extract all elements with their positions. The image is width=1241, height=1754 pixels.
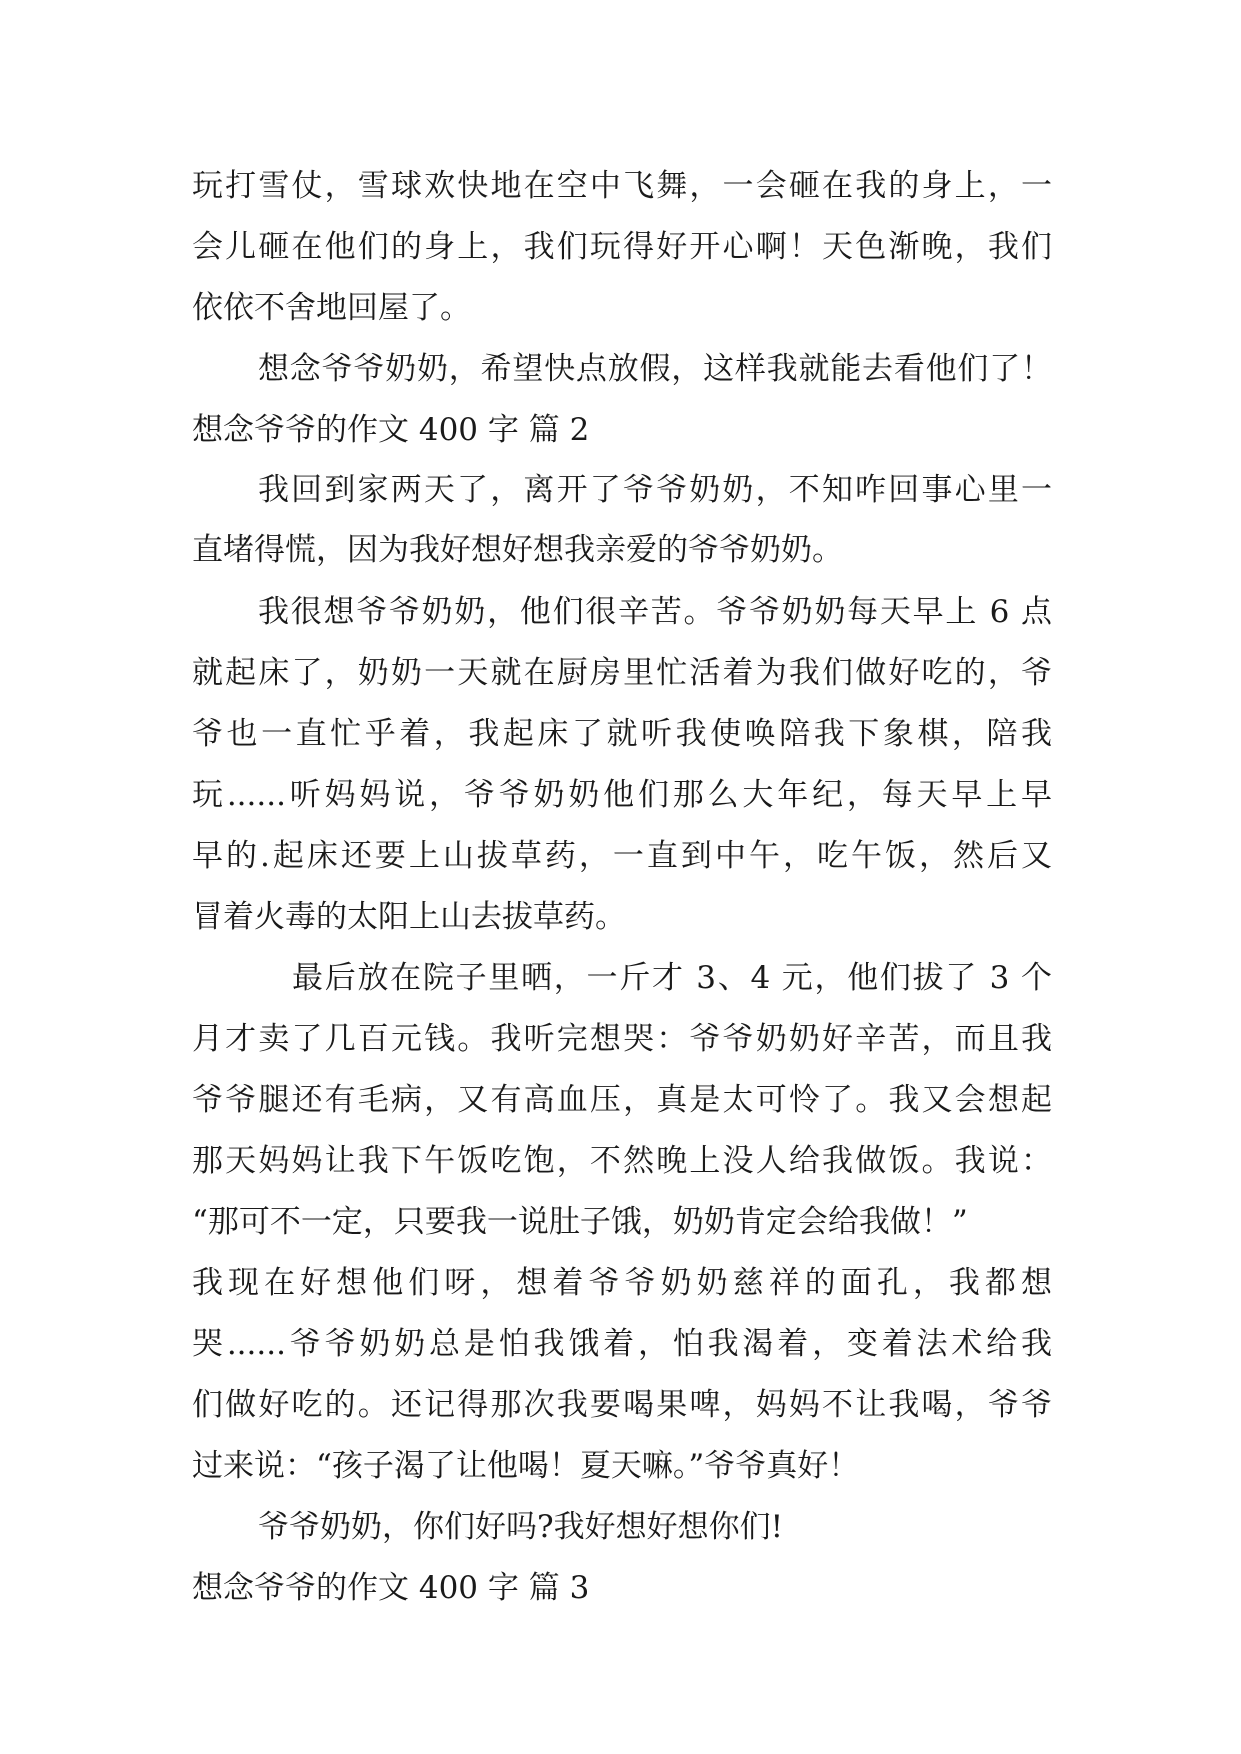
section-heading: 想念爷爷的作文 400 字 篇 3 bbox=[192, 1570, 590, 1606]
text-line: 我回到家两天了，离开了爷爷奶奶，不知咋回事心里一 bbox=[258, 472, 1052, 508]
section-heading: 想念爷爷的作文 400 字 篇 2 bbox=[192, 412, 590, 448]
text-line: 想念爷爷奶奶，希望快点放假，这样我就能去看他们了！ bbox=[258, 351, 1052, 387]
text-line: 我现在好想他们呀，想着爷爷奶奶慈祥的面孔，我都想 bbox=[192, 1265, 1052, 1301]
text-line: 最后放在院子里晒，一斤才 3、4 元，他们拔了 3 个 bbox=[292, 960, 1052, 996]
text-line: 爷也一直忙乎着，我起床了就听我使唤陪我下象棋，陪我 bbox=[192, 716, 1052, 752]
text-line: 们做好吃的。还记得那次我要喝果啤，妈妈不让我喝，爷爷 bbox=[192, 1387, 1052, 1423]
text-line: 依依不舍地回屋了。 bbox=[192, 290, 471, 326]
text-line: 爷爷奶奶，你们好吗?我好想好想你们! bbox=[258, 1509, 784, 1545]
text-line: 就起床了，奶奶一天就在厨房里忙活着为我们做好吃的，爷 bbox=[192, 655, 1052, 691]
text-line: 直堵得慌，因为我好想好想我亲爱的爷爷奶奶。 bbox=[192, 532, 843, 568]
text-line: 过来说：“孩子渴了让他喝！夏天嘛。”爷爷真好！ bbox=[192, 1448, 860, 1484]
text-line: 冒着火毒的太阳上山去拔草药。 bbox=[192, 899, 626, 935]
text-line: 玩打雪仗，雪球欢快地在空中飞舞，一会砸在我的身上，一 bbox=[192, 168, 1052, 204]
text-line: 那天妈妈让我下午饭吃饱，不然晚上没人给我做饭。我说： bbox=[192, 1143, 1052, 1179]
text-line: 哭......爷爷奶奶总是怕我饿着，怕我渴着，变着法术给我 bbox=[192, 1326, 1052, 1362]
text-line: 早的.起床还要上山拔草药，一直到中午，吃午饭，然后又 bbox=[192, 838, 1052, 874]
text-line: 我很想爷爷奶奶，他们很辛苦。爷爷奶奶每天早上 6 点 bbox=[258, 594, 1052, 630]
text-line: 玩......听妈妈说，爷爷奶奶他们那么大年纪，每天早上早 bbox=[192, 777, 1052, 813]
text-line: “那可不一定，只要我一说肚子饿，奶奶肯定会给我做！” bbox=[192, 1204, 968, 1240]
text-line: 会儿砸在他们的身上，我们玩得好开心啊！天色渐晚，我们 bbox=[192, 229, 1052, 265]
text-line: 月才卖了几百元钱。我听完想哭：爷爷奶奶好辛苦，而且我 bbox=[192, 1021, 1052, 1057]
text-line: 爷爷腿还有毛病，又有高血压，真是太可怜了。我又会想起 bbox=[192, 1082, 1052, 1118]
